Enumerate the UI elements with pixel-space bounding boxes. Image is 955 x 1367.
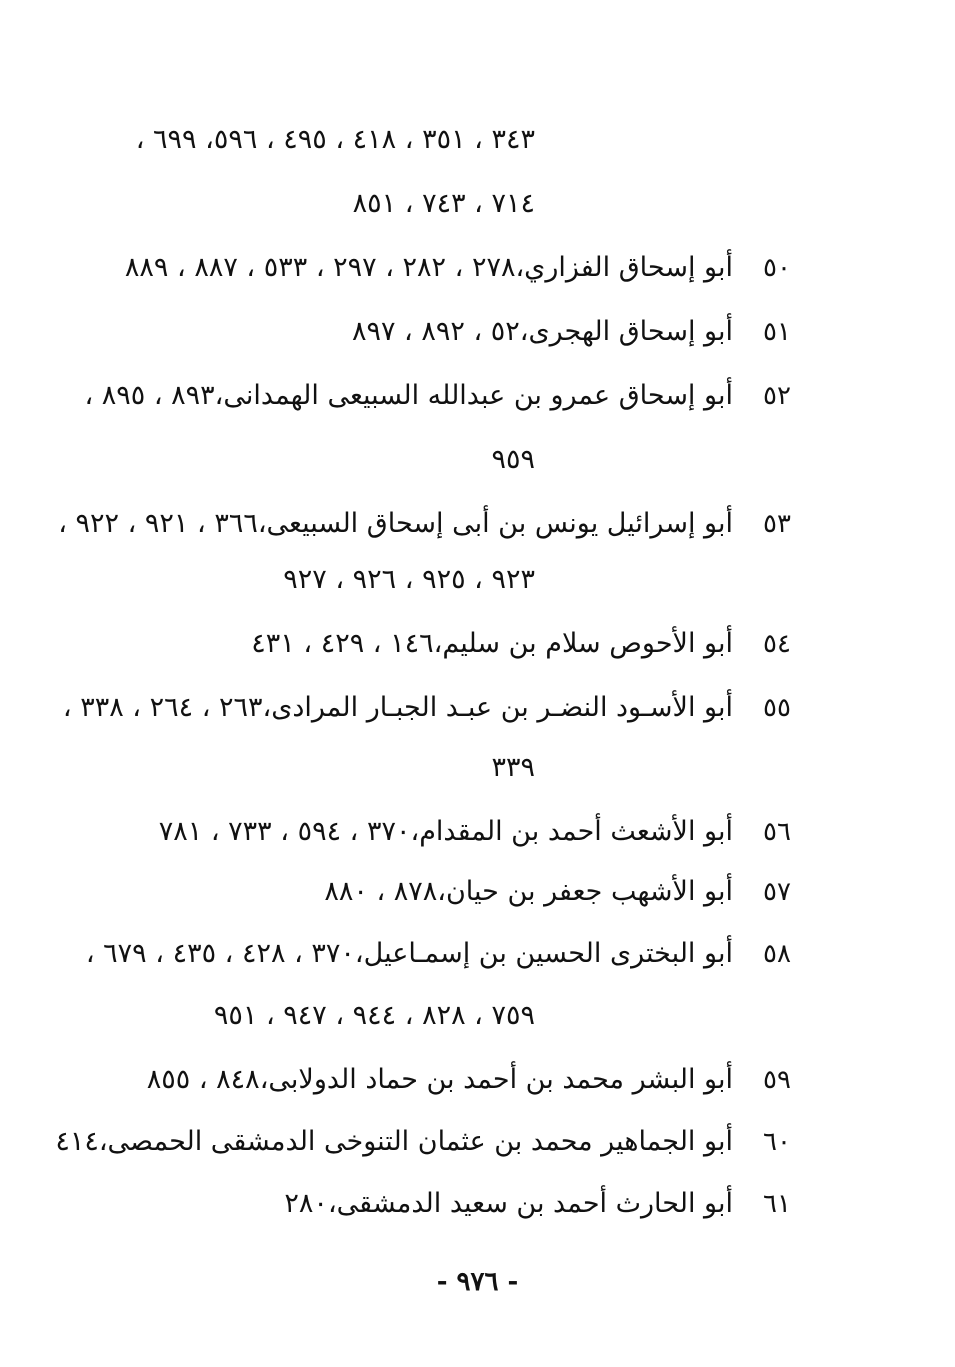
entry-text: أبو إسحاق الفزاري،٢٧٨ ، ٢٨٢ ، ٢٩٧ ، ٥٣٣ ، ٨٨٧ ، ٨٨٩ <box>124 252 733 283</box>
entry-number: ٥٦ <box>763 817 791 847</box>
entry-number: ٥٠ <box>763 253 791 283</box>
entry-number: ٥٤ <box>763 629 791 659</box>
entry-text: أبو إسحاق عمرو بن عبدالله السبيعى الهمدانى،٨٩٣ ، ٨٩٥ ، <box>84 380 733 411</box>
entry-text: أبو الأشهب جعفر بن حيان،٨٧٨ ، ٨٨٠ <box>324 876 733 907</box>
entry-number: ٥٧ <box>763 877 791 907</box>
entry-number: ٦١ <box>763 1189 791 1219</box>
entry-number: ٥٢ <box>763 381 791 411</box>
entry-continuation: ٩٢٣ ، ٩٢٥ ، ٩٢٦ ، ٩٢٧ <box>283 564 535 595</box>
entry-text: أبو الأشعث أحمد بن المقدام،٣٧٠ ، ٥٩٤ ، ٧٣٣ ، ٧٨١ <box>158 816 733 847</box>
entry-text: أبو إسرائيل يونس بن أبى إسحاق السبيعى،٣٦٦ ، ٩٢١ ، ٩٢٢ ، <box>58 508 733 539</box>
page-number: - ٩٧٦ - <box>436 1267 519 1297</box>
entry-text: أبو إسحاق الهجرى،٥٢ ، ٨٩٢ ، ٨٩٧ <box>351 316 733 347</box>
entry-number: ٥٥ <box>763 693 791 723</box>
entry-continuation: ٩٥٩ <box>491 444 535 475</box>
entry-text: أبو الحارث أحمد بن سعيد الدمشقى،٢٨٠ <box>284 1188 733 1219</box>
entry-number: ٥٩ <box>763 1065 791 1095</box>
entry-text: أبو البخترى الحسين بن إسمـاعيل،٣٧٠ ، ٤٢٨ ، ٤٣٥ ، ٦٧٩ ، <box>85 938 733 969</box>
entry-number: ٥٨ <box>763 939 791 969</box>
continuation-line: ٧١٤ ، ٧٤٣ ، ٨٥١ <box>352 188 535 219</box>
entry-text: أبو الأحوص سلام بن سليم،١٤٦ ، ٤٢٩ ، ٤٣١ <box>251 628 733 659</box>
entry-text: أبو الأسـود النضـر بن عبـد الجبـار المرادى،٢٦٣ ، ٢٦٤ ، ٣٣٨ ، <box>62 692 733 723</box>
entry-continuation: ٧٥٩ ، ٨٢٨ ، ٩٤٤ ، ٩٤٧ ، ٩٥١ <box>213 1000 535 1031</box>
entry-number: ٥٣ <box>763 509 791 539</box>
entry-text: أبو الجماهير محمد بن عثمان التنوخى الدمشقى الحمصى،٤١٤ <box>55 1126 733 1157</box>
entry-number: ٦٠ <box>763 1127 791 1157</box>
entry-text: أبو البشر محمد بن أحمد بن حماد الدولابى،٨٤٨ ، ٨٥٥ <box>146 1064 733 1095</box>
entry-continuation: ٣٣٩ <box>491 752 535 783</box>
entry-number: ٥١ <box>763 317 791 347</box>
continuation-line: ٣٤٣ ، ٣٥١ ، ٤١٨ ، ٤٩٥ ، ٥٩٦، ٦٩٩ ، <box>135 124 535 155</box>
